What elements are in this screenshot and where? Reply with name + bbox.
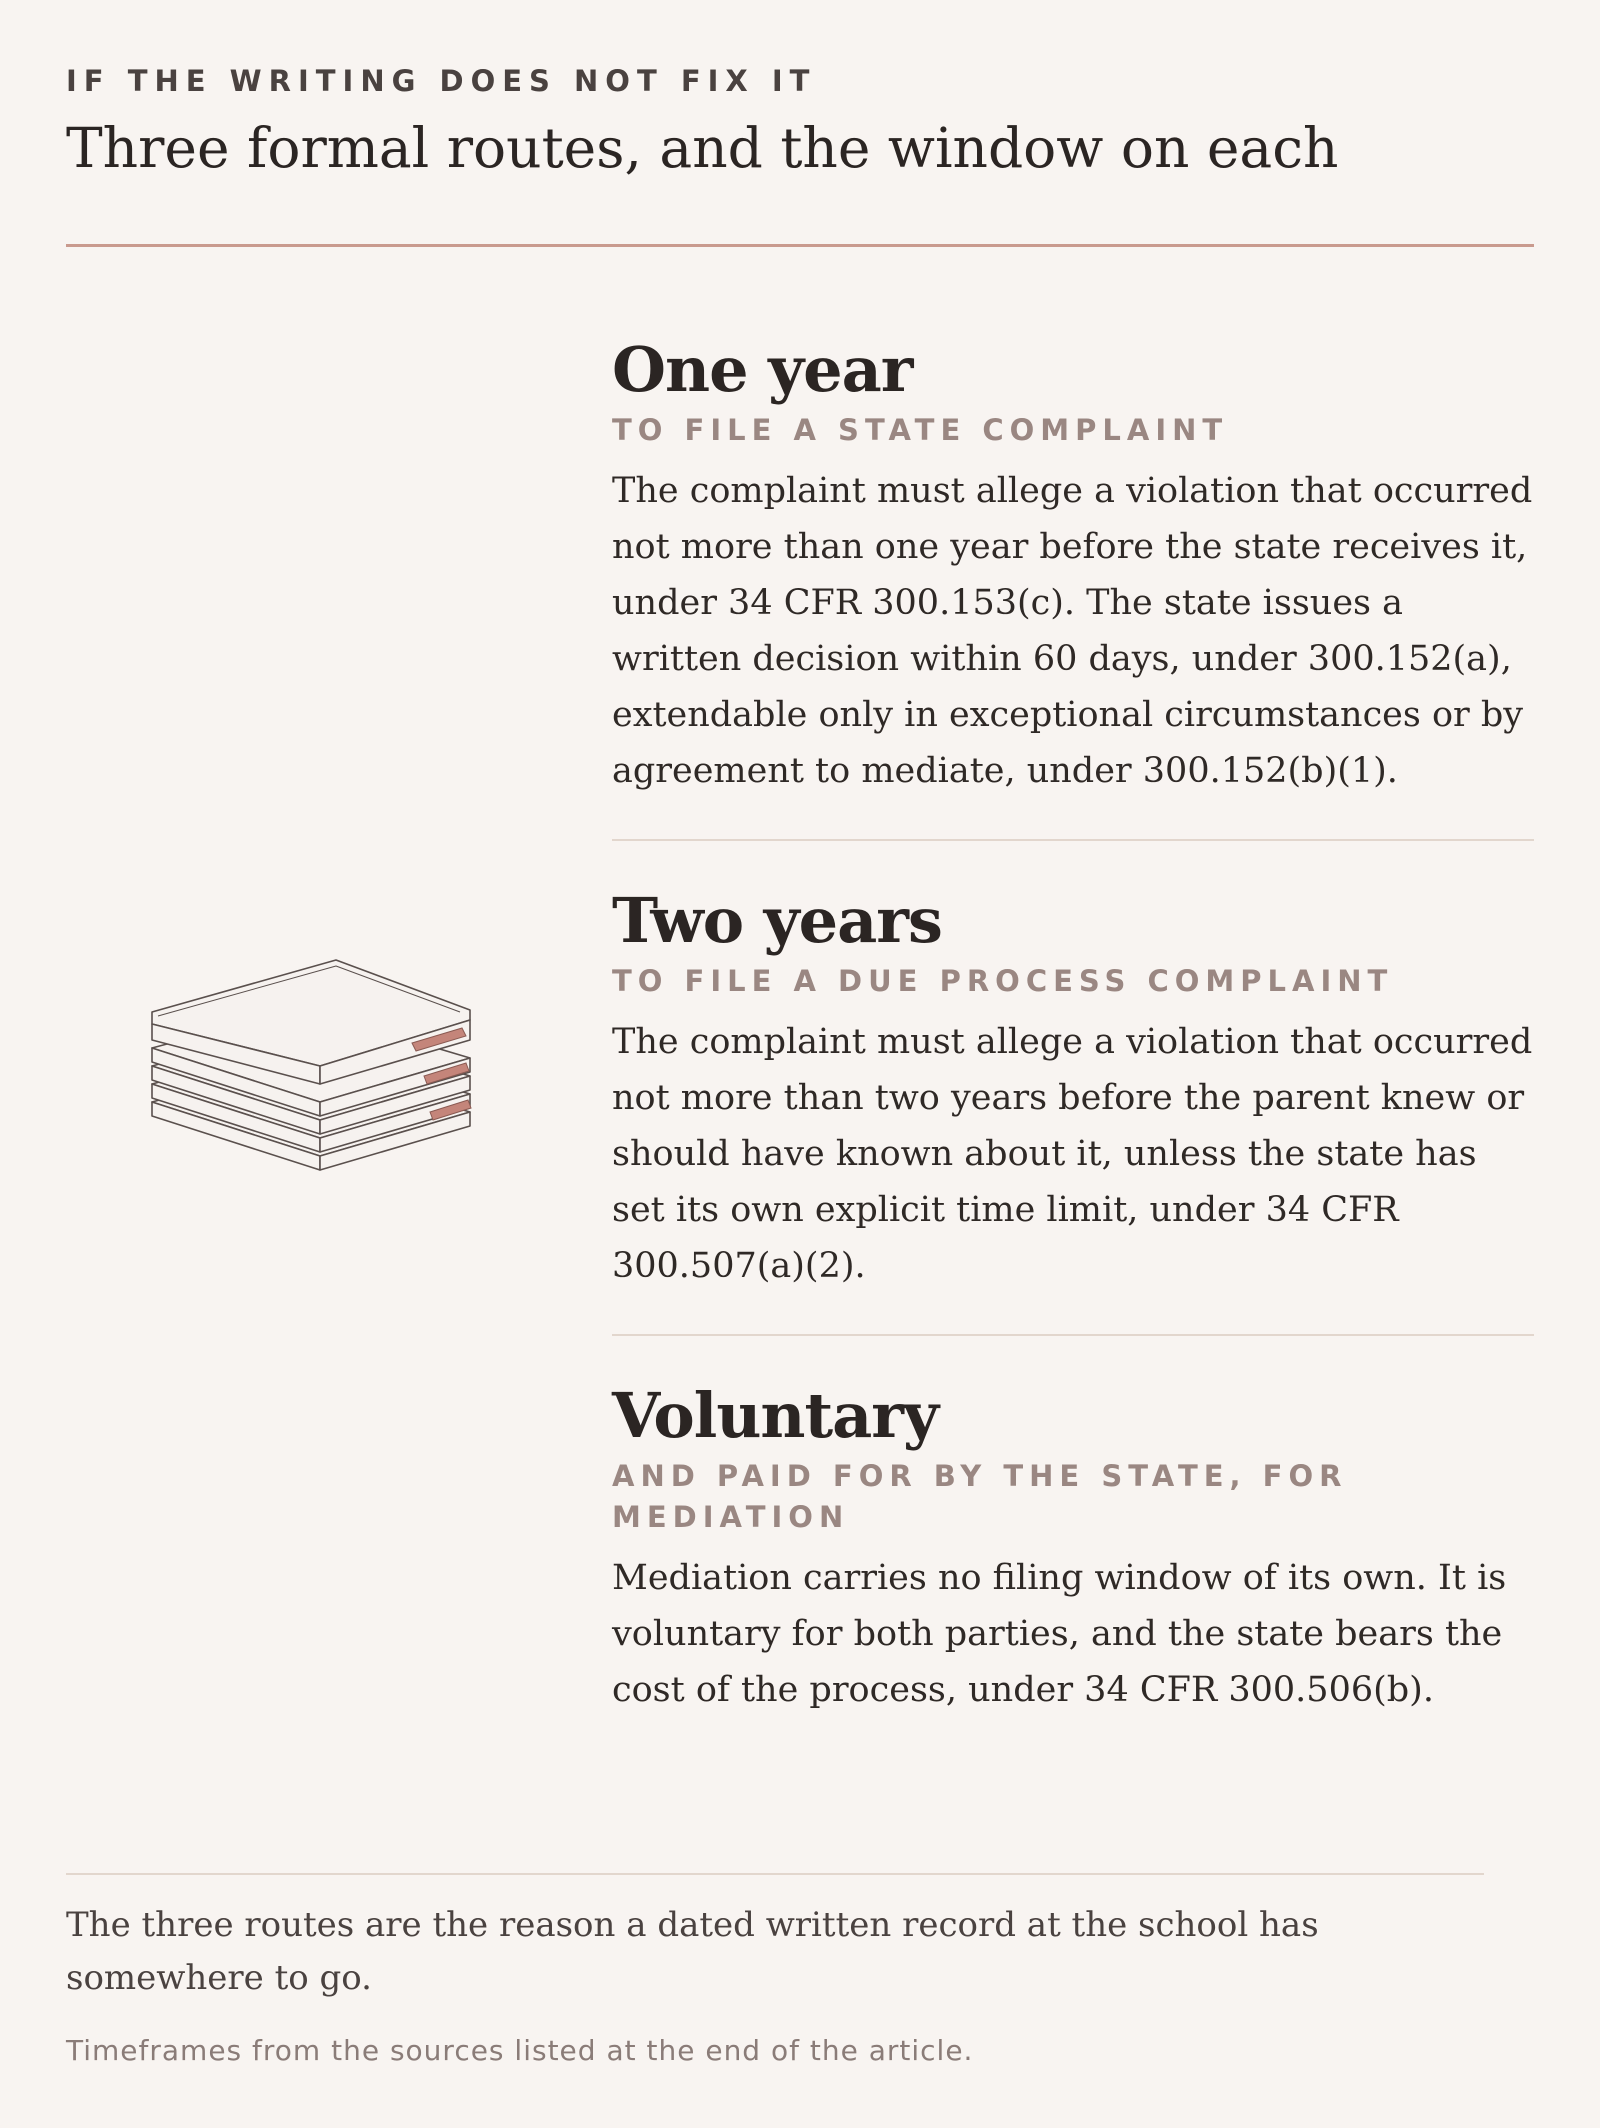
route-mediation bbox=[612, 1376, 1534, 1718]
route-due-process bbox=[612, 881, 1534, 1294]
routes-list bbox=[612, 330, 1534, 1718]
route-divider bbox=[612, 1334, 1534, 1336]
route-body: Mediation carries no filing window of its own. It is voluntary for both parties, and the state bears the cost of the process, under 34 CFR 300.506(b). bbox=[612, 1558, 1507, 1710]
route-heading: Voluntary bbox=[612, 1379, 938, 1452]
route-heading: One year bbox=[612, 333, 913, 406]
route-state-complaint bbox=[612, 330, 1534, 799]
eyebrow-label: IF THE WRITING DOES NOT FIX IT bbox=[66, 64, 817, 98]
route-subheading: AND PAID FOR BY THE STATE, FOR MEDIATION bbox=[612, 1459, 1348, 1534]
summary-text: The three routes are the reason a dated written record at the school has somewhere to go. bbox=[66, 1905, 1319, 1998]
route-subheading: TO FILE A DUE PROCESS COMPLAINT bbox=[612, 964, 1394, 998]
page-title: Three formal routes, and the window on each bbox=[66, 116, 1339, 180]
footer-divider bbox=[66, 1873, 1484, 1875]
source-footnote: Timeframes from the sources listed at the end of the article. bbox=[66, 2034, 974, 2067]
route-heading: Two years bbox=[612, 884, 942, 957]
route-body: The complaint must allege a violation that occurred not more than one year before the state receives it, under 34 CFR 300.153(c). The state issues a written decision within 60 days, under 300.152(a), extendable only in exceptional circumstances or by agreement to mediate, under 300.152(b)(1). bbox=[612, 471, 1533, 791]
route-subheading: TO FILE A STATE COMPLAINT bbox=[612, 413, 1229, 447]
route-body: The complaint must allege a violation that occurred not more than two years before the parent knew or should have known about it, unless the state has set its own explicit time limit, under 34 CFR 300.507(a)(2). bbox=[612, 1022, 1533, 1286]
route-divider bbox=[612, 839, 1534, 841]
stacked-documents-icon bbox=[140, 950, 480, 1200]
header-divider bbox=[66, 244, 1534, 247]
